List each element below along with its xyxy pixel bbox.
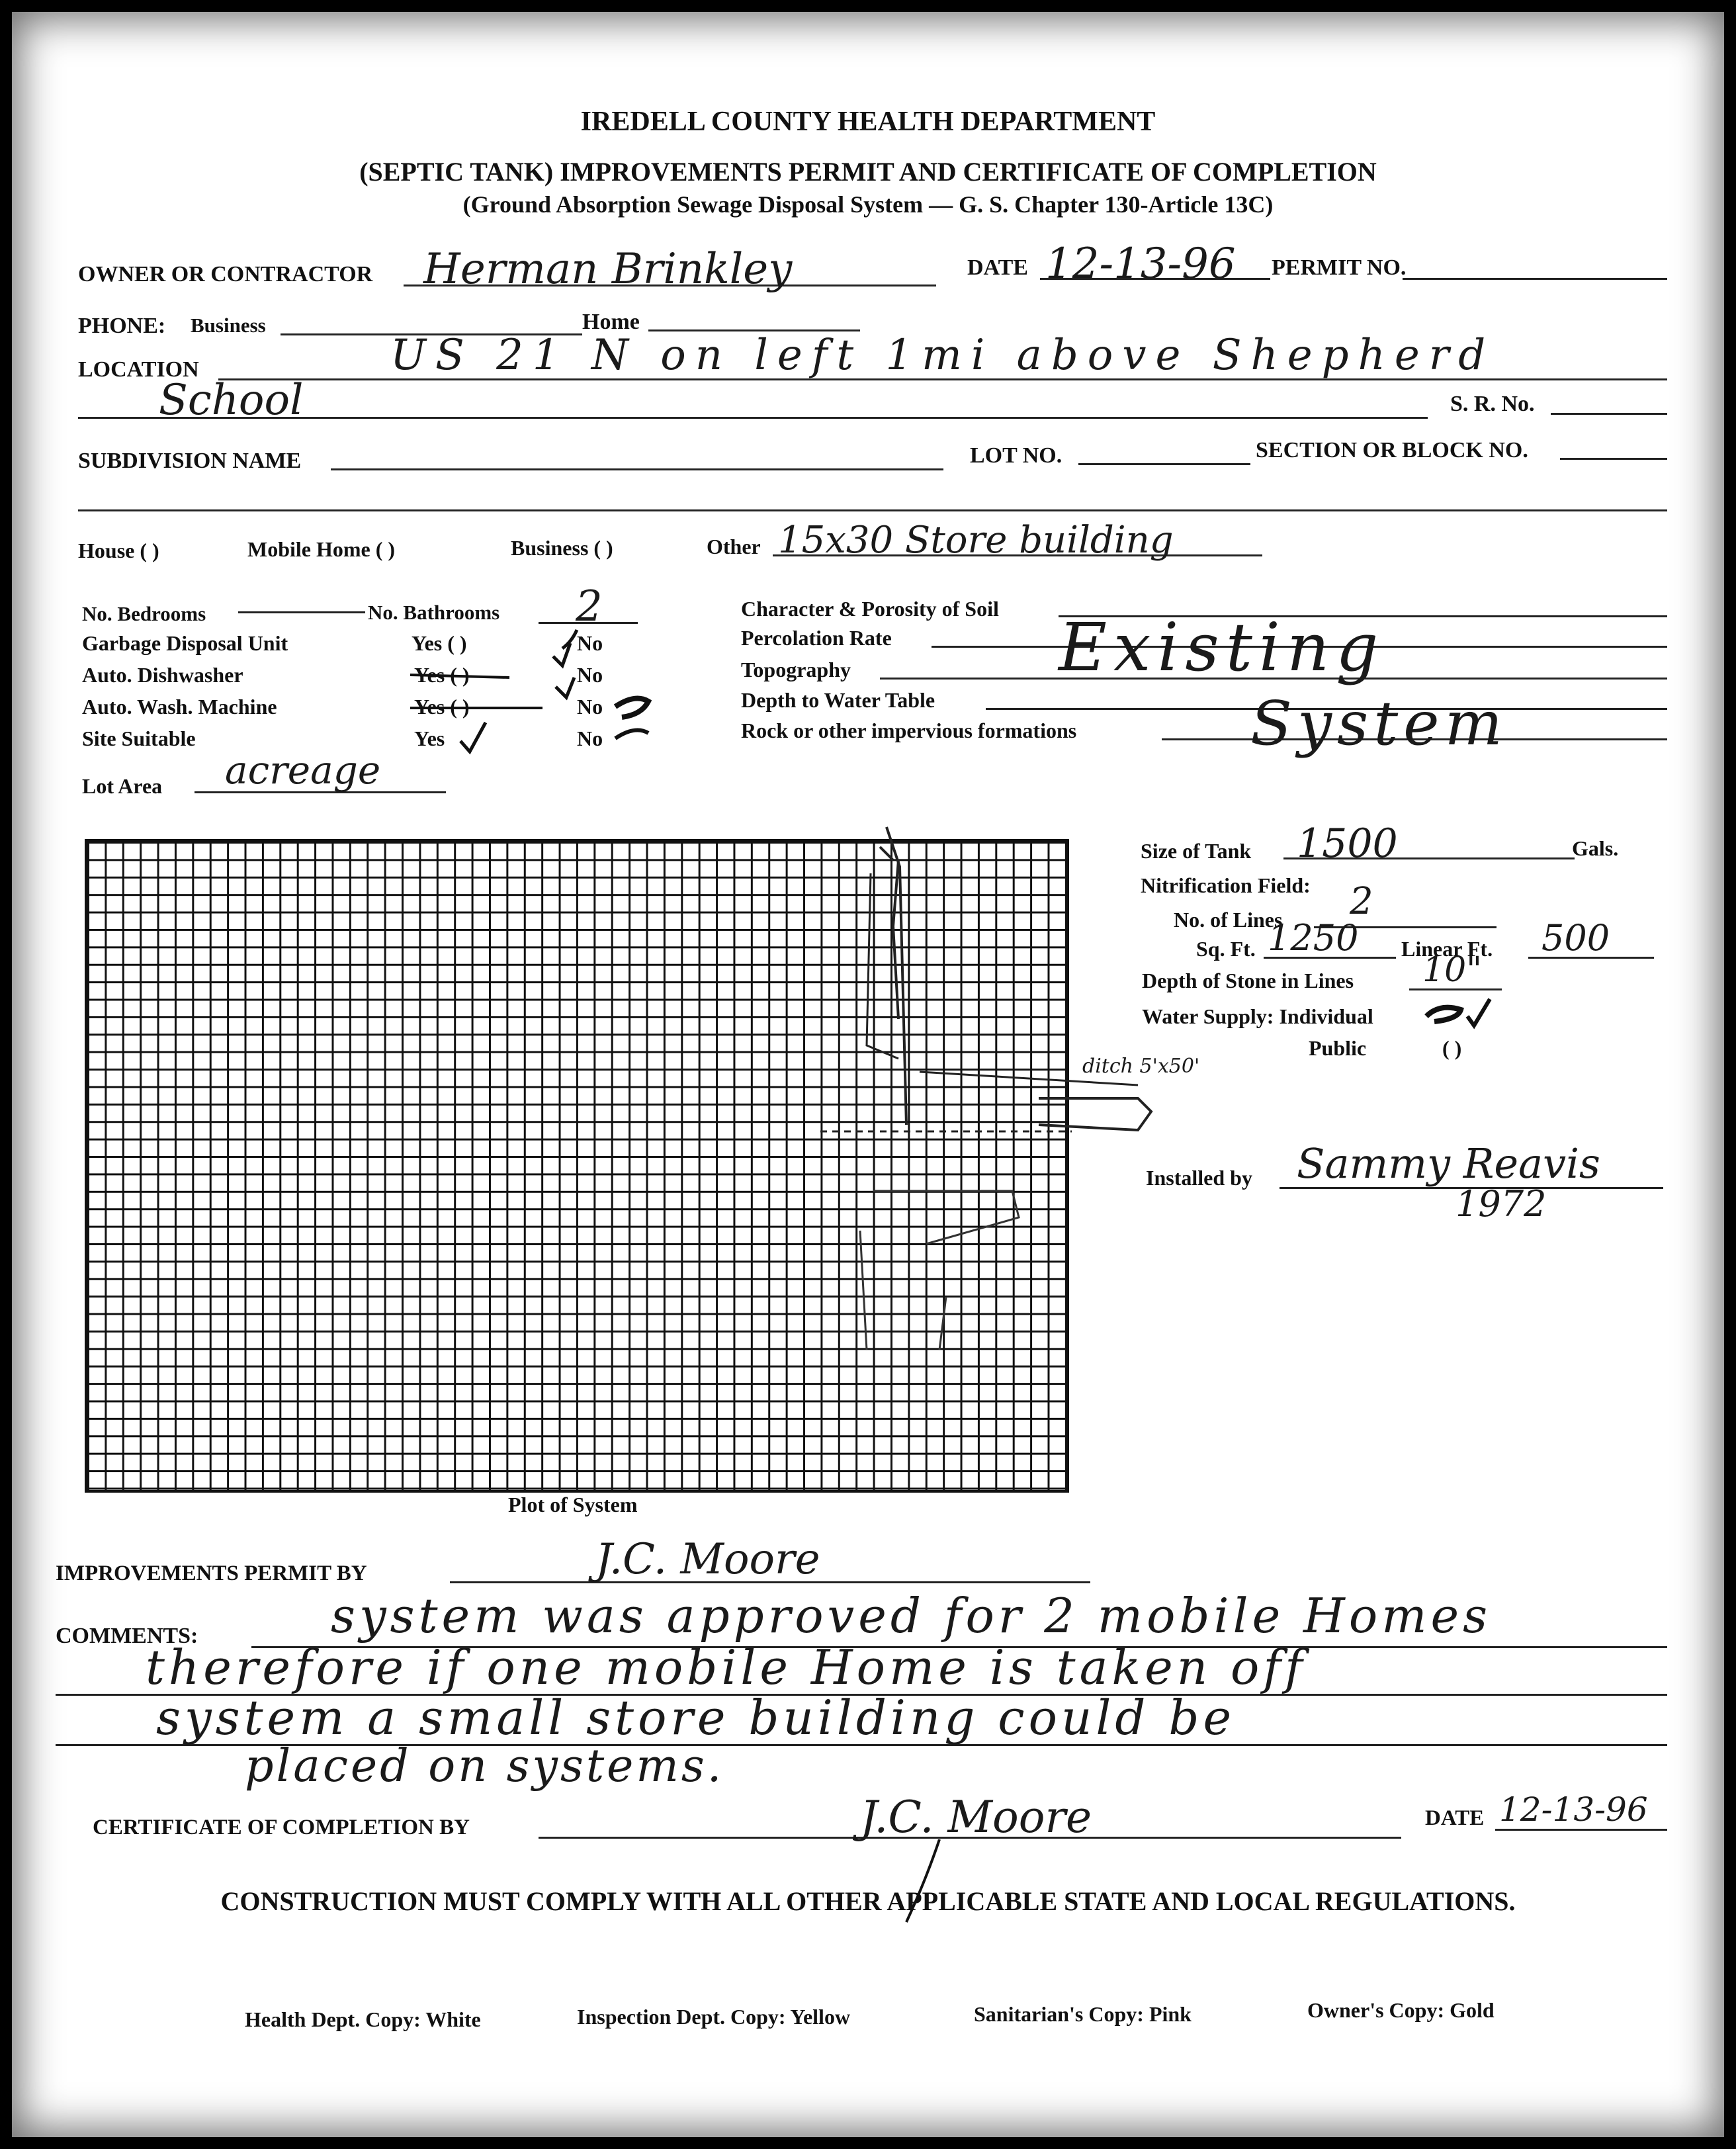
lot-label: LOT NO.	[970, 443, 1063, 468]
soil-value-1: Existing	[1059, 609, 1385, 686]
lot-line	[1078, 463, 1250, 465]
certificate-date-label: DATE	[1425, 1806, 1485, 1830]
site-yes[interactable]: Yes	[414, 726, 445, 750]
stone-value: 10"	[1422, 950, 1483, 990]
location-value-1: US 21 N on left 1mi above Shepherd	[390, 331, 1495, 380]
copy-health: Health Dept. Copy: White	[245, 2007, 481, 2031]
owner-label: OWNER OR CONTRACTOR	[78, 262, 373, 286]
comments-line-4-text: placed on systems.	[245, 1740, 724, 1792]
bathrooms-label: No. Bathrooms	[368, 601, 500, 624]
percolation-label: Percolation Rate	[741, 626, 892, 650]
lines-label: No. of Lines	[1174, 908, 1283, 932]
public-label: Public	[1309, 1036, 1367, 1060]
installed-value: Sammy Reavis	[1297, 1139, 1600, 1188]
other-label: Other	[707, 535, 761, 558]
soil-character-label: Character & Porosity of Soil	[741, 597, 999, 621]
subdivision-label: SUBDIVISION NAME	[78, 449, 302, 473]
water-table-label: Depth to Water Table	[741, 688, 935, 712]
business-checkbox[interactable]: Business ( )	[511, 536, 613, 560]
certificate-label: CERTIFICATE OF COMPLETION BY	[93, 1816, 470, 1839]
installed-year: 1972	[1455, 1183, 1547, 1225]
date-value: 12-13-96	[1045, 240, 1236, 288]
form-title: (SEPTIC TANK) IMPROVEMENTS PERMIT AND CERTIFICATE OF COMPLETION	[359, 157, 1377, 187]
date-label: DATE	[967, 255, 1028, 280]
house-checkbox[interactable]: House ( )	[78, 539, 159, 562]
other-value: 15x30 Store building	[778, 519, 1174, 562]
compliance-notice: CONSTRUCTION MUST COMPLY WITH ALL OTHER APPLICABLE STATE AND LOCAL REGULATIONS.	[220, 1886, 1516, 1916]
location-value-2: School	[159, 376, 304, 425]
lot-area-label: Lot Area	[82, 774, 163, 798]
washer-label: Auto. Wash. Machine	[82, 695, 277, 719]
tank-size-value: 1500	[1297, 820, 1398, 867]
lot-area-value: acreage	[225, 748, 381, 793]
washer-yes[interactable]: Yes ( )	[414, 695, 470, 719]
blank-line	[78, 509, 1667, 511]
permit-line	[1403, 278, 1667, 280]
comments-line-3-text: system a small store building could be	[156, 1690, 1236, 1745]
subdivision-line	[331, 468, 943, 470]
garbage-label: Garbage Disposal Unit	[82, 631, 288, 655]
water-supply-label: Water Supply: Individual	[1142, 1004, 1373, 1028]
improvements-value: J.C. Moore	[595, 1535, 820, 1584]
feature-marks	[397, 609, 715, 768]
copy-sanitarian: Sanitarian's Copy: Pink	[974, 2002, 1192, 2026]
mobile-home-checkbox[interactable]: Mobile Home ( )	[247, 537, 396, 561]
sqft-label: Sq. Ft.	[1196, 937, 1256, 961]
site-no[interactable]: No	[577, 726, 603, 750]
rock-label: Rock or other impervious formations	[741, 719, 1077, 742]
linear-label: Linear Ft.	[1401, 937, 1493, 961]
sqft-value: 1250	[1268, 917, 1359, 959]
site-label: Site Suitable	[82, 726, 196, 750]
installed-label: Installed by	[1146, 1166, 1252, 1190]
sr-label: S. R. No.	[1450, 392, 1535, 416]
linear-value: 500	[1541, 917, 1610, 959]
topography-label: Topography	[741, 658, 851, 681]
dishwasher-yes[interactable]: Yes ( )	[414, 663, 470, 687]
dishwasher-label: Auto. Dishwasher	[82, 663, 243, 687]
tank-size-label: Size of Tank	[1141, 839, 1252, 863]
plot-caption: Plot of System	[508, 1493, 638, 1516]
department-title: IREDELL COUNTY HEALTH DEPARTMENT	[580, 107, 1156, 137]
copy-inspection: Inspection Dept. Copy: Yellow	[577, 2005, 851, 2029]
phone-business-label: Business	[191, 314, 266, 337]
location-label: LOCATION	[78, 357, 199, 382]
certificate-date-value: 12-13-96	[1499, 1790, 1648, 1829]
bathrooms-value: 2	[576, 582, 603, 631]
garbage-no[interactable]: No	[577, 631, 603, 655]
soil-value-2: System	[1250, 688, 1508, 759]
section-line	[1560, 458, 1667, 460]
copy-owner: Owner's Copy: Gold	[1307, 1998, 1495, 2022]
stone-label: Depth of Stone in Lines	[1142, 969, 1354, 992]
washer-no[interactable]: No	[577, 695, 603, 719]
dishwasher-no[interactable]: No	[577, 663, 603, 687]
improvements-label: IMPROVEMENTS PERMIT BY	[56, 1561, 367, 1585]
phone-label: PHONE:	[78, 314, 166, 338]
plot-sketch-note: ditch 5'x50'	[1082, 1055, 1200, 1078]
garbage-yes[interactable]: Yes ( )	[412, 631, 467, 655]
tank-gals: Gals.	[1572, 836, 1619, 860]
public-checkbox[interactable]: ( )	[1442, 1036, 1462, 1060]
certificate-date-line	[1495, 1829, 1667, 1831]
comments-line-1-text: system was approved for 2 mobile Homes	[331, 1588, 1492, 1644]
plot-sketch	[728, 820, 1204, 1363]
bedrooms-label: No. Bedrooms	[82, 602, 206, 625]
nitrification-label: Nitrification Field:	[1141, 873, 1311, 897]
bedrooms-line	[238, 611, 365, 613]
lines-value: 2	[1350, 880, 1373, 923]
comments-label: COMMENTS:	[56, 1624, 198, 1648]
sr-line	[1551, 413, 1667, 415]
owner-value: Herman Brinkley	[423, 245, 793, 294]
comments-line-2-text: therefore if one mobile Home is taken off	[146, 1640, 1307, 1695]
phone-home-label: Home	[582, 310, 640, 334]
section-label: SECTION OR BLOCK NO.	[1256, 438, 1528, 462]
certificate-value: J.C. Moore	[860, 1792, 1092, 1843]
water-check-mark	[1421, 996, 1500, 1036]
form-subtitle: (Ground Absorption Sewage Disposal System — G. S. Chapter 130-Article 13C)	[462, 191, 1274, 218]
permit-label: PERMIT NO.	[1272, 255, 1407, 280]
